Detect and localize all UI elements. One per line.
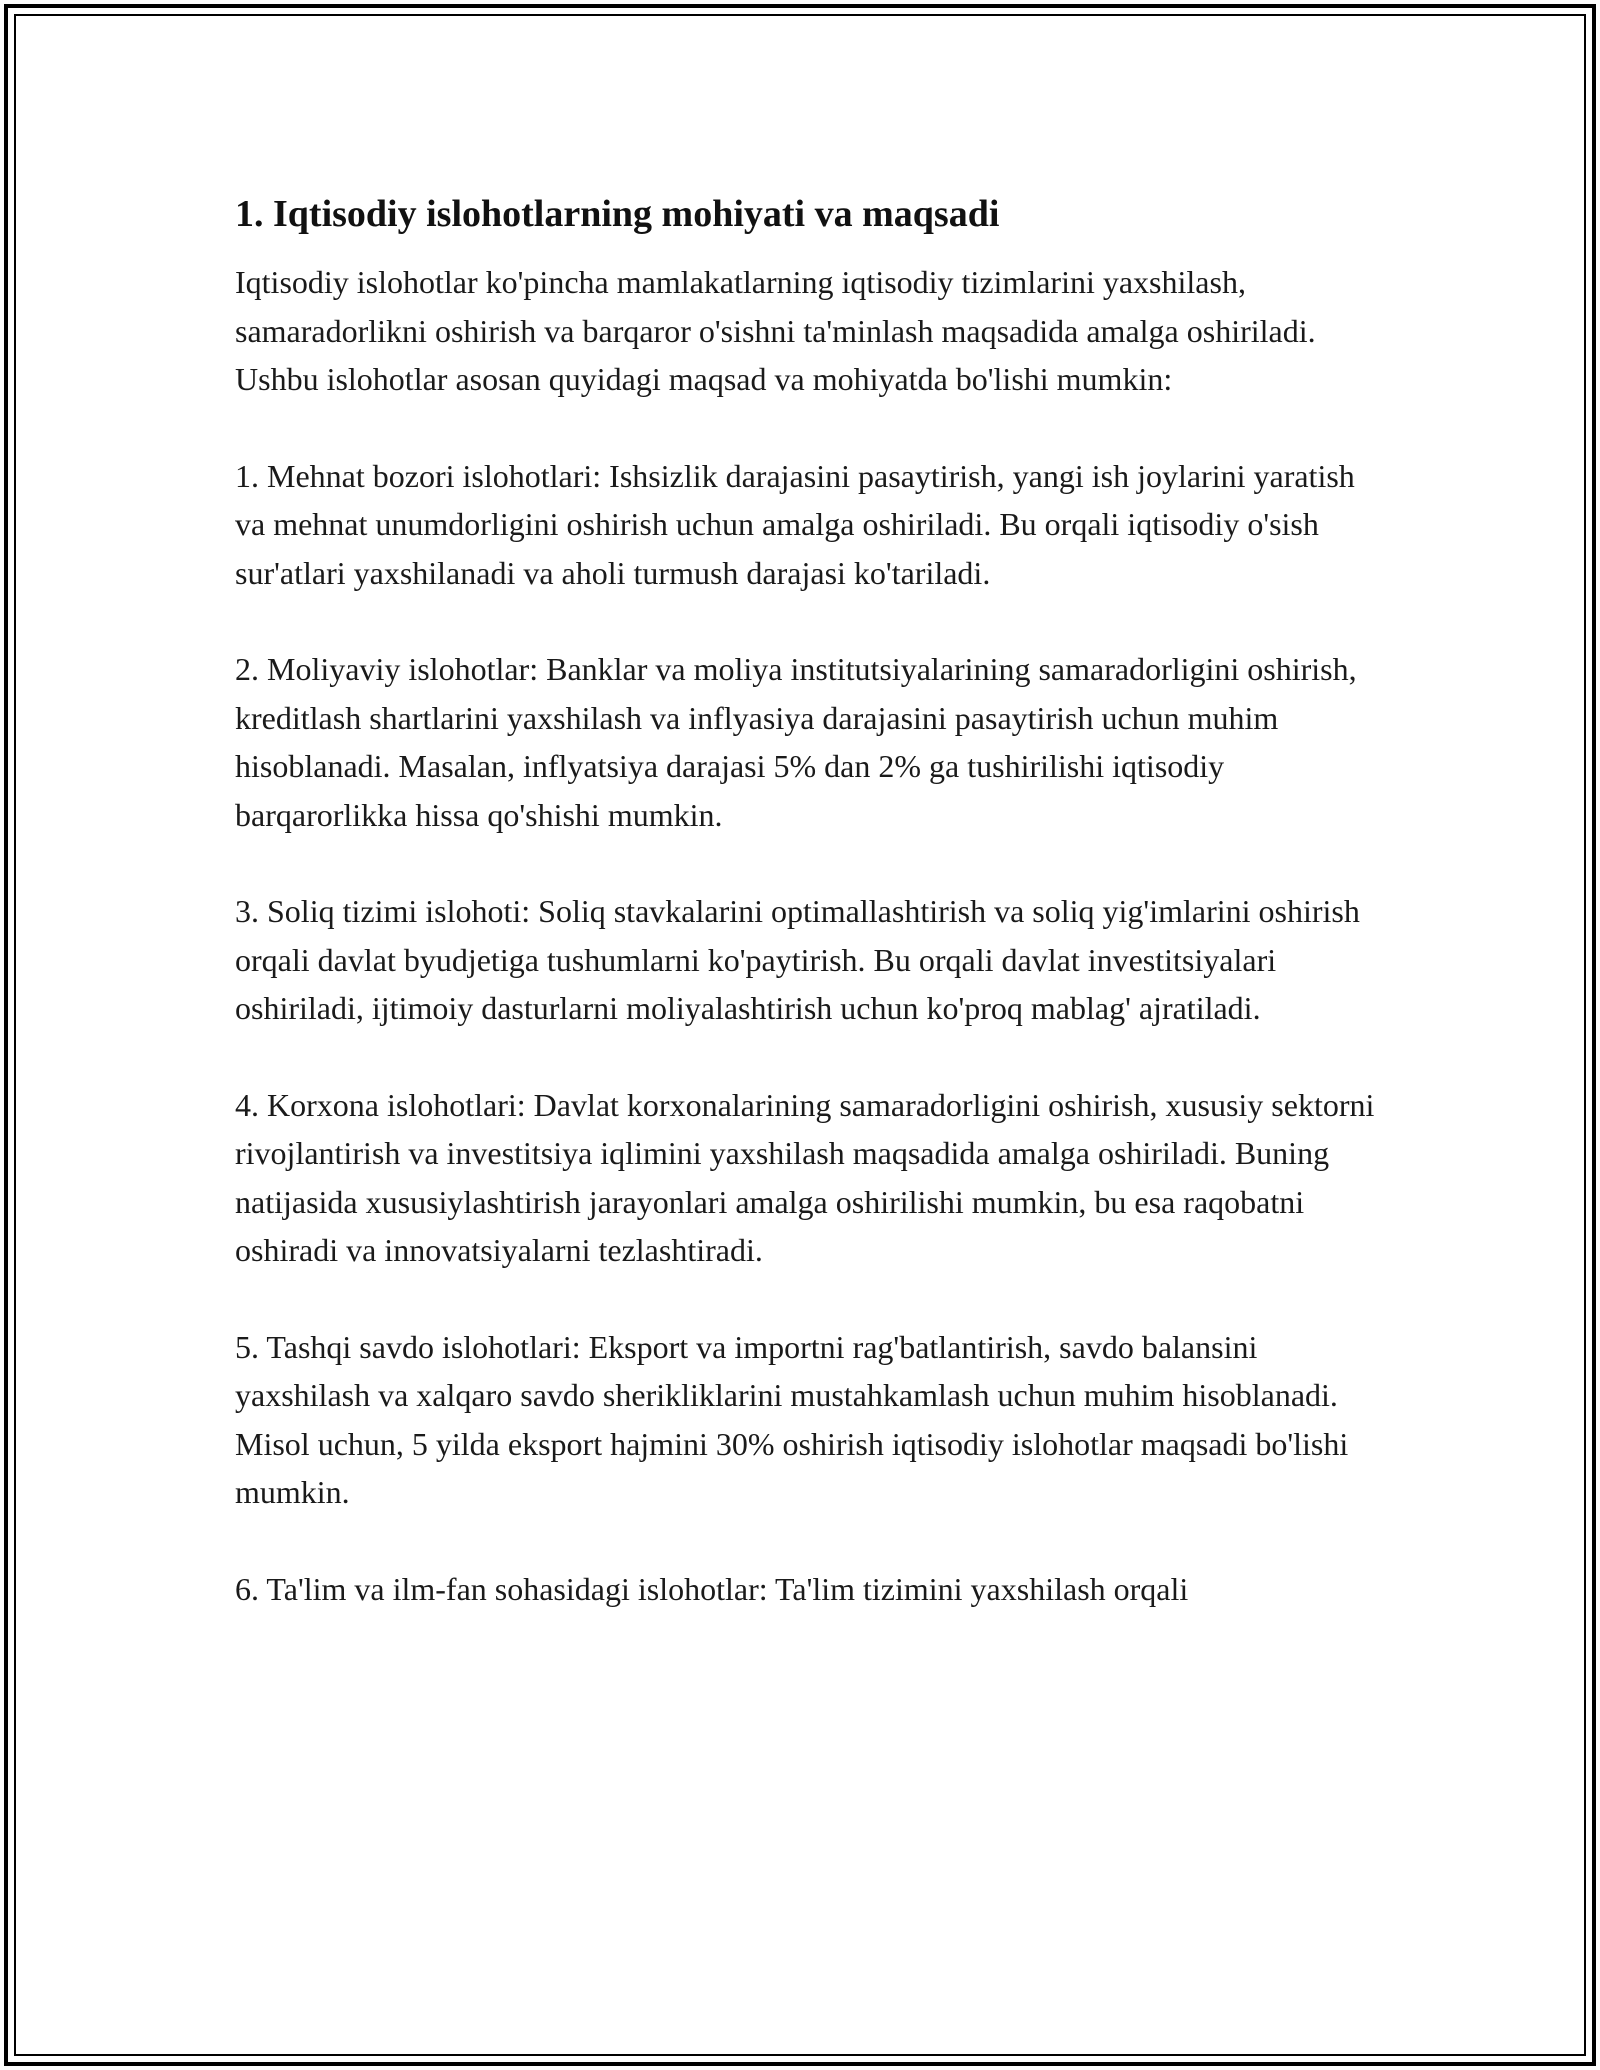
paragraph-foreign-trade-reforms: 5. Tashqi savdo islohotlari: Eksport va importni rag'batlantirish, savdo balansini yaxshilash va xalqaro savdo sherikliklarini mustahkamlash uchun muhim hisoblanadi. Misol uchun, 5 yilda eksport hajmini 30% oshirish iqtisodiy islohotlar maqsadi bo'lishi mumkin.	[235, 1328, 1349, 1510]
paragraph-enterprise-reforms: 4. Korxona islohotlari: Davlat korxonalarining samaradorligini oshirish, xususiy sektorni rivojlantirish va investitsiya iqlimini yaxshilash maqsadida amalga oshiriladi. Buning natijasida xususiylashtirish jarayonlari amalga oshirilishi mumkin, bu esa raqobatni oshiradi va innovatsiyalarni tezlashtiradi.	[235, 1086, 1375, 1268]
paragraph-education-science-reforms: 6. Ta'lim va ilm-fan sohasidagi islohotlar: Ta'lim tizimini yaxshilash orqali	[235, 1570, 1189, 1607]
section-heading: 1. Iqtisodiy islohotlarning mohiyati va maqsadi	[235, 193, 1000, 235]
intro-paragraph: Iqtisodiy islohotlar ko'pincha mamlakatlarning iqtisodiy tizimlarini yaxshilash, samaradorlikni oshirish va barqaror o'sishni ta'minlash maqsadida amalga oshiriladi. Ushbu islohotlar asosan quyidagi maqsad va mohiyatda bo'lishi mumkin:	[235, 264, 1316, 397]
paragraph-labor-market-reforms: 1. Mehnat bozori islohotlari: Ishsizlik darajasini pasaytirish, yangi ish joylarini yaratish va mehnat unumdorligini oshirish uchun amalga oshiriladi. Bu orqali iqtisodiy o'sish sur'atlari yaxshilanadi va aholi turmush darajasi ko'tariladi.	[235, 457, 1355, 591]
paragraph-financial-reforms: 2. Moliyaviy islohotlar: Banklar va moliya institutsiyalarining samaradorligini oshirish, kreditlash shartlarini yaxshilash va inflyasiya darajasini pasaytirish uchun muhim hisoblanadi. Masalan, inflyatsiya darajasi 5% dan 2% ga tushirilishi iqtisodiy barqarorlikka hissa qo'shishi mumkin.	[235, 651, 1357, 833]
document-body	[235, 190, 1385, 1661]
paragraph-tax-system-reform: 3. Soliq tizimi islohoti: Soliq stavkalarini optimallashtirish va soliq yig'imlarini oshirish orqali davlat byudjetiga tushumlarni ko'paytirish. Bu orqali davlat investitsiyalari oshiriladi, ijtimoiy dasturlarni moliyalashtirish uchun ko'proq mablag' ajratiladi.	[235, 893, 1360, 1026]
